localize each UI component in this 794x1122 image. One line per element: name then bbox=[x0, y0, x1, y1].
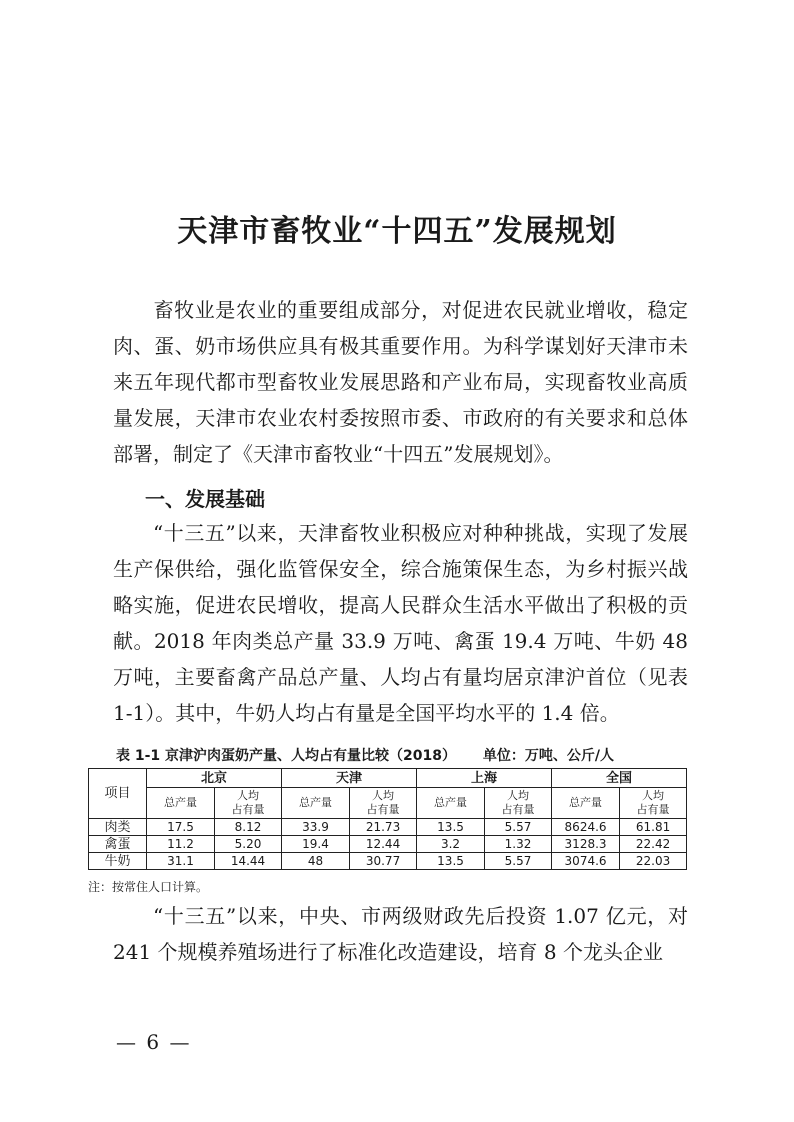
table-cell: 48 bbox=[282, 853, 350, 870]
sub-header-total: 总产量 bbox=[282, 788, 350, 819]
page-number: — 6 — bbox=[116, 1030, 192, 1054]
table-cell: 22.03 bbox=[620, 853, 687, 870]
table-cell: 19.4 bbox=[282, 836, 350, 853]
table-caption-unit: 单位：万吨、公斤/人 bbox=[482, 748, 615, 764]
table-cell: 33.9 bbox=[282, 819, 350, 836]
table-corner-header: 项目 bbox=[89, 769, 147, 819]
table-body bbox=[89, 819, 687, 870]
table-cell: 13.5 bbox=[417, 853, 485, 870]
table-cell: 5.57 bbox=[485, 853, 552, 870]
table-cell: 1.32 bbox=[485, 836, 552, 853]
group-header-beijing: 北京 bbox=[147, 769, 282, 788]
sub-header-per-capita: 人均 占有量 bbox=[485, 788, 552, 819]
table-cell: 8.12 bbox=[215, 819, 282, 836]
table-cell: 17.5 bbox=[147, 819, 215, 836]
sub-header-total: 总产量 bbox=[147, 788, 215, 819]
table-cell: 12.44 bbox=[350, 836, 417, 853]
table-cell: 8624.6 bbox=[552, 819, 620, 836]
table-row bbox=[89, 836, 687, 853]
table-cell: 13.5 bbox=[417, 819, 485, 836]
sub-header-total: 总产量 bbox=[552, 788, 620, 819]
section-paragraph bbox=[113, 515, 688, 731]
comparison-table bbox=[88, 768, 687, 870]
group-header-tianjin: 天津 bbox=[282, 769, 417, 788]
table-caption-title: 表 1-1 京津沪肉蛋奶产量、人均占有量比较（2018） bbox=[116, 748, 457, 764]
row-header: 牛奶 bbox=[89, 853, 147, 870]
table-cell: 14.44 bbox=[215, 853, 282, 870]
table-caption bbox=[116, 745, 696, 765]
table-cell: 5.57 bbox=[485, 819, 552, 836]
intro-text: 畜牧业是农业的重要组成部分，对促进农民就业增收，稳定肉、蛋、奶市场供应具有极其重要作用。为科学谋划好天津市未来五年现代都市型畜牧业发展思路和产业布局，实现畜牧业高质量发展，天津市农业农村委按照市委、市政府的有关要求和总体部署，制定了《天津市畜牧业“十四五”发展规划》。 bbox=[113, 298, 688, 466]
document-title: 天津市畜牧业“十四五”发展规划 bbox=[177, 214, 617, 249]
table-note: 注：按常住人口计算。 bbox=[88, 880, 209, 894]
sub-header-total: 总产量 bbox=[417, 788, 485, 819]
table-cell: 3.2 bbox=[417, 836, 485, 853]
table-cell: 61.81 bbox=[620, 819, 687, 836]
table-cell: 3128.3 bbox=[552, 836, 620, 853]
table-cell: 3074.6 bbox=[552, 853, 620, 870]
closing-paragraph bbox=[113, 898, 688, 970]
table-cell: 31.1 bbox=[147, 853, 215, 870]
row-header: 肉类 bbox=[89, 819, 147, 836]
closing-text: “十三五”以来，中央、市两级财政先后投资 1.07 亿元，对 241 个规模养殖场进行了标准化改造建设，培育 8 个龙头企业 bbox=[113, 904, 688, 964]
sub-header-per-capita: 人均 占有量 bbox=[215, 788, 282, 819]
section-heading: 一、发展基础 bbox=[145, 487, 265, 511]
table-cell: 21.73 bbox=[350, 819, 417, 836]
table-row bbox=[89, 853, 687, 870]
table-cell: 11.2 bbox=[147, 836, 215, 853]
sub-header-per-capita: 人均 占有量 bbox=[350, 788, 417, 819]
section-text: “十三五”以来，天津畜牧业积极应对种种挑战，实现了发展生产保供给，强化监管保安全，综合施策保生态，为乡村振兴战略实施，促进农民增收，提高人民群众生活水平做出了积极的贡献。2018 年肉类总产量 33.9 万吨、禽蛋 19.4 万吨、牛奶 48 万吨，主要畜禽产品总产量、人均占有量均居京津沪首位（见表1-1）。其中，牛奶人均占有量是全国平均水平的 1.4 倍。 bbox=[113, 521, 688, 725]
table-cell: 30.77 bbox=[350, 853, 417, 870]
intro-paragraph bbox=[113, 292, 688, 472]
group-header-national: 全国 bbox=[552, 769, 687, 788]
table-cell: 22.42 bbox=[620, 836, 687, 853]
row-header: 禽蛋 bbox=[89, 836, 147, 853]
group-header-shanghai: 上海 bbox=[417, 769, 552, 788]
sub-header-per-capita: 人均 占有量 bbox=[620, 788, 687, 819]
table-cell: 5.20 bbox=[215, 836, 282, 853]
table-row bbox=[89, 819, 687, 836]
